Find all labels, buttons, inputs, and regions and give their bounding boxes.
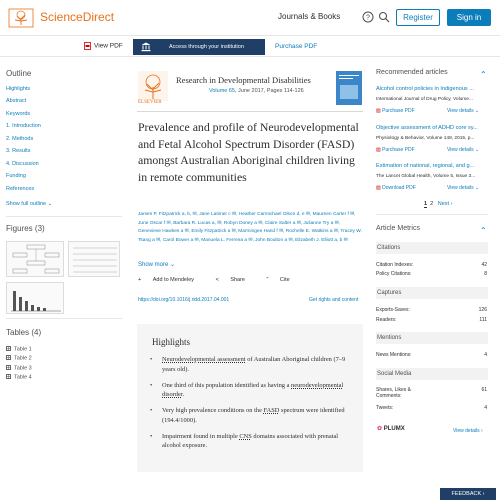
metric-value: 8 [484,271,487,277]
highlights-list [150,355,355,457]
metric-value: 126 [478,307,487,313]
figure-thumbnail-3[interactable] [6,282,64,314]
feedback-button[interactable] [440,488,496,500]
publisher-name: ELSEVIER [138,100,162,105]
metric-label: Citation Indexes: [376,262,414,268]
journal-volume-info [209,88,304,94]
recommended-view-details-2[interactable] [447,147,479,153]
plumx-icon: ✿ [377,426,383,432]
chevron-up-icon[interactable]: ⌃ [480,70,487,79]
journal-cover-image[interactable] [336,71,362,105]
figures-heading: Figures (3) [6,224,45,233]
highlight-text: of Australian Aboriginal children (7–9 years old). [162,356,346,373]
highlight-text: domains associated with prenatal alcohol exposure. [162,432,339,449]
metric-value: 4 [484,405,487,411]
table-icon [6,355,11,360]
share-icon: < [215,277,221,283]
highlights-heading: Highlights [152,337,191,347]
table-figure [69,242,121,278]
metric-label: Readers: [376,317,397,323]
table-link-2[interactable] [6,355,32,362]
recommended-view-details-1[interactable] [447,108,479,114]
purchase-pdf-label: Purchase PDF [382,147,415,153]
chevron-right-icon: › [480,428,483,434]
svg-text:?: ? [366,14,370,22]
chevron-down-icon: ⌄ [170,262,176,268]
add-mendeley-button[interactable] [138,277,204,283]
table-icon [6,374,11,379]
metric-label: Policy Citations: [376,271,412,277]
article-toolbar [0,37,500,57]
recommended-source-3: The Lancet Global Health, Volume 5, Issue 3... [376,174,476,179]
outline-item-abstract[interactable]: Abstract [6,98,27,104]
highlight-text: Very high prevalence conditions on the [162,407,264,414]
table-link-3[interactable] [6,365,32,372]
flowchart-figure [7,242,65,278]
policy-citations-row [376,271,487,277]
elsevier-tree-logo[interactable] [138,71,168,101]
plumx-logo[interactable] [377,425,405,432]
citations-section: Citations [376,242,488,254]
recommended-purchase-pdf-1[interactable] [376,108,415,114]
share-label: Share [230,277,245,283]
captures-section: Captures [376,287,488,299]
outline-item-keywords[interactable]: Keywords [6,111,31,117]
show-full-outline-label: Show full outline [6,201,47,207]
share-button[interactable] [216,277,255,283]
journal-title[interactable]: Research in Developmental Disabilities [176,75,311,85]
add-mendeley-label: Add to Mendeley [152,277,195,283]
recommended-pagination [424,201,452,207]
search-icon[interactable] [378,11,390,23]
social-media-section: Social Media [376,368,488,380]
article-title: Prevalence and profile of Neurodevelopmental and Fetal Alcohol Spectrum Disorder (FASD) amongst Australian Aboriginal children living in remote communities [138,120,359,184]
cite-button[interactable] [267,277,300,283]
metric-value: 4 [484,352,487,358]
highlight-text: . [182,391,185,398]
right-divider [376,214,488,215]
help-icon[interactable] [362,11,374,23]
chevron-down-icon: ⌄ [474,147,480,153]
highlight-item [150,355,355,374]
chevron-down-icon: ⌄ [474,108,480,114]
institution-icon [141,42,151,52]
metric-label: Shares, Likes & Comments: [376,387,412,399]
access-institution-button[interactable] [133,39,265,55]
outline-item-references[interactable]: References [6,186,35,192]
recommended-purchase-pdf-2[interactable] [376,147,415,153]
sign-in-button[interactable]: Sign in [447,9,491,26]
recommended-title-2[interactable]: Objective assessment of ADHD core sy... [376,125,478,131]
tweets-row [376,405,487,411]
chevron-down-icon: ⌄ [474,185,480,191]
rights-link[interactable]: Get rights and content [309,297,359,303]
recommended-title-1[interactable]: Alcohol control policies in Indigenous ... [376,86,474,92]
purchase-pdf-link[interactable]: Purchase PDF [275,43,318,50]
recommended-source-1: International Journal of Drug Policy, Volume... [376,97,473,102]
view-details-label: View details [447,108,474,114]
pdf-icon: ▧ [376,108,383,114]
access-label: Access through your institution [169,44,244,50]
highlight-item [150,432,355,451]
recommended-source-2: Physiology & Behavior, Volume 148, 2015, p... [376,136,475,141]
outline-item-results[interactable]: 3. Results [6,148,31,154]
bar-chart-figure [7,283,65,315]
metric-value: 61 [481,387,487,393]
page-1-button[interactable]: 1 [424,201,428,207]
metric-label: Exports-Saves: [376,307,410,313]
metric-value: 111 [479,317,487,323]
news-mentions-row [376,352,487,358]
view-details-label: View details [447,185,474,191]
readers-row [376,317,487,323]
chevron-right-icon: › [482,491,485,497]
doi-link[interactable]: https://doi.org/10.1016/j.ridd.2017.04.001 [138,297,230,303]
article-metrics-heading: Article Metrics [376,225,420,232]
pdf-icon [84,42,91,50]
show-full-outline-button[interactable] [6,201,52,207]
author-list[interactable]: James P. Fitzpatrick a, b, ✉, Jane Latimer c ✉, Heather Carmichael Olson d, e ✉, Maureen Carter f ✉, June Oscar f ✉, Barbara R. Lucas a, ✉, Robyn Doney a ✉, Claire Salter a ✉, Julianne Try a ✉, Genevieve Hawkes a ✉, Emily Fitzpatrick a ✉, Marmingee Hand f ✉, Rochelle E. Watkins a ✉, Tracey W. Tsang a ✉, Carol Bower a ✉, Manuela L. Ferreira a ✉, John Boulton a ✉, Elizabeth J. Elliott a, b ✉ [138,212,362,243]
chevron-right-icon: › [450,201,453,207]
plus-icon: + [138,277,143,283]
table-label: Table 3 [14,365,32,372]
metric-value: 42 [481,262,487,268]
pdf-icon: ▧ [376,147,383,153]
view-details-label: View details [447,147,474,153]
metrics-view-details[interactable] [453,428,483,434]
cite-label: Cite [279,277,290,283]
journals-books-link[interactable]: Journals & Books [278,12,341,21]
table-label: Table 4 [14,374,32,381]
purchase-pdf-label: Purchase PDF [382,108,415,114]
highlight-item [150,381,355,400]
highlight-text: Impairment found in multiple [162,432,240,440]
citation-indexes-row [376,262,487,268]
table-icon [6,346,11,351]
register-button[interactable]: Register [396,9,440,26]
next-page-button[interactable] [438,201,453,207]
quote-icon: ” [266,277,270,283]
term-link[interactable]: CNS [239,432,252,440]
tables-heading: Tables (4) [6,328,42,337]
shares-row [376,387,436,399]
sidebar-divider [6,216,122,217]
chevron-up-icon[interactable]: ⌃ [480,226,487,235]
metric-label: Tweets: [376,405,394,411]
highlight-item [150,406,355,425]
exports-saves-row [376,307,487,313]
show-more-button[interactable] [138,261,175,268]
highlight-text: One third of this population identified as having a [162,381,292,389]
mentions-section: Mentions [376,332,488,344]
view-pdf-button[interactable] [84,42,123,50]
chevron-down-icon: ⌄ [47,201,53,207]
volume-link[interactable]: Volume 65 [209,88,235,94]
figure-thumbnail-2[interactable] [68,241,120,277]
term-link[interactable]: Neurodevelopmental assessment [162,356,246,363]
term-link[interactable]: FASD [263,407,280,414]
table-link-1[interactable] [6,346,32,353]
recommended-download-pdf-3[interactable] [376,185,416,191]
article-actions [138,277,310,283]
header-divider [137,111,363,112]
plumx-label: PLUMX [383,426,405,432]
outline-item-introduction[interactable]: 1. Introduction [6,123,41,129]
show-more-label: Show more [138,262,169,268]
outline-item-highlights[interactable]: Highlights [6,86,31,92]
feedback-label: FEEDBACK [451,491,482,497]
elsevier-tree-logo[interactable] [8,8,34,28]
table-icon [6,365,11,370]
view-details-label: View details [453,428,480,434]
outline-heading: Outline [6,69,32,78]
recommended-heading: Recommended articles [376,69,448,76]
next-label: Next [437,201,450,207]
sidebar-divider [6,318,122,319]
table-label: Table 2 [14,355,32,362]
recommended-view-details-3[interactable] [447,185,479,191]
page-2-button[interactable]: 2 [430,201,434,207]
term-link[interactable]: neurodevelopmental disorder [162,381,344,398]
highlight-text: spectrum were identified (194.4/1000). [162,407,345,424]
view-pdf-label: View PDF [94,42,123,50]
volume-details: , June 2017, Pages 114-126 [235,88,304,94]
recommended-title-3[interactable]: Estimation of national, regional, and g... [376,163,475,169]
table-link-4[interactable] [6,374,32,381]
download-pdf-label: Download PDF [382,185,416,191]
table-label: Table 1 [14,346,32,353]
top-bar [0,0,500,36]
brand-name[interactable]: ScienceDirect [40,10,115,24]
metric-label: News Mentions: [376,352,412,358]
outline-item-discussion[interactable]: 4. Discussion [6,161,39,167]
figure-thumbnail-1[interactable] [6,241,64,277]
outline-item-methods[interactable]: 2. Methods [6,136,34,142]
pdf-icon: ▧ [376,185,383,191]
outline-item-funding[interactable]: Funding [6,173,26,179]
